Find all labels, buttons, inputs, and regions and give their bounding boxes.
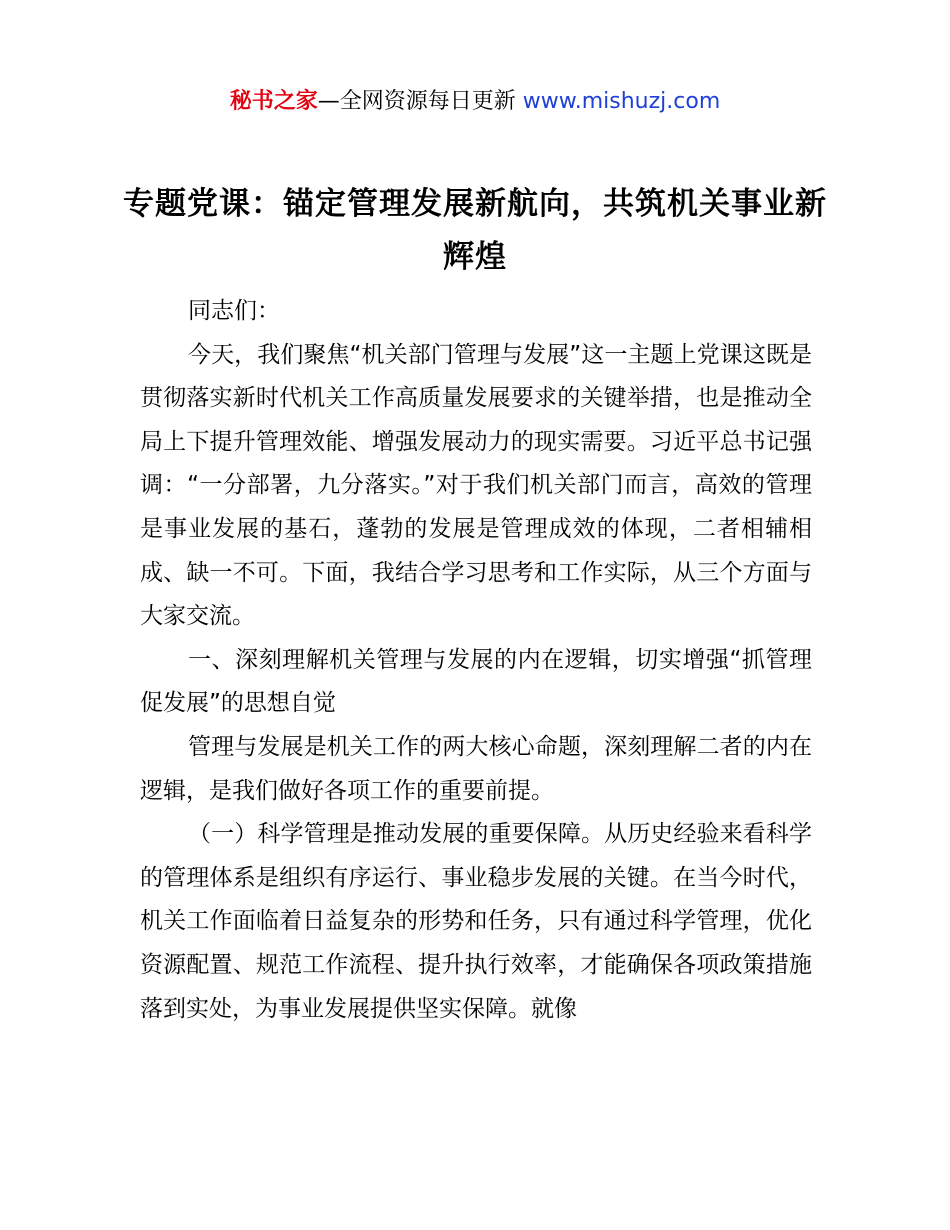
document-title: 专题党课：锚定管理发展新航向，共筑机关事业新辉煌 [123, 186, 827, 275]
header-slogan: —全网资源每日更新 [317, 89, 516, 114]
salutation: 同志们： [188, 298, 280, 324]
site-header [0, 86, 950, 118]
site-url-link[interactable]: www.mishuzj.com [522, 89, 721, 114]
document-body [140, 290, 812, 1031]
paragraph-intro: 今天，我们聚焦“机关部门管理与发展”这一主题上党课这既是贯彻落实新时代机关工作高质量发展要求的关键举措，也是推动全局上下提升管理效能、增强发展动力的现实需要。习近平总书记强调：“一分部署，九分落实。”对于我们机关部门而言，高效的管理是事业发展的基石，蓬勃的发展是管理成效的体现，二者相辅相成、缺一不可。下面，我结合学习思考和工作实际，从三个方面与大家交流。 [140, 341, 812, 630]
paragraph-subsection-1: （一）科学管理是推动发展的重要保障。从历史经验来看科学的管理体系是组织有序运行、事业稳步发展的关键。在当今时代，机关工作面临着日益复杂的形势和任务，只有通过科学管理，优化资源配置、规范工作流程、提升执行效率，才能确保各项政策措施落到实处，为事业发展提供坚实保障。就像 [140, 821, 812, 1022]
brand-name: 秘书之家 [229, 89, 318, 114]
paragraph-section-1-intro: 管理与发展是机关工作的两大核心命题，深刻理解二者的内在逻辑，是我们做好各项工作的重要前提。 [140, 733, 812, 804]
section-heading-1: 一、深刻理解机关管理与发展的内在逻辑，切实增强“抓管理促发展”的思想自觉 [140, 646, 812, 717]
